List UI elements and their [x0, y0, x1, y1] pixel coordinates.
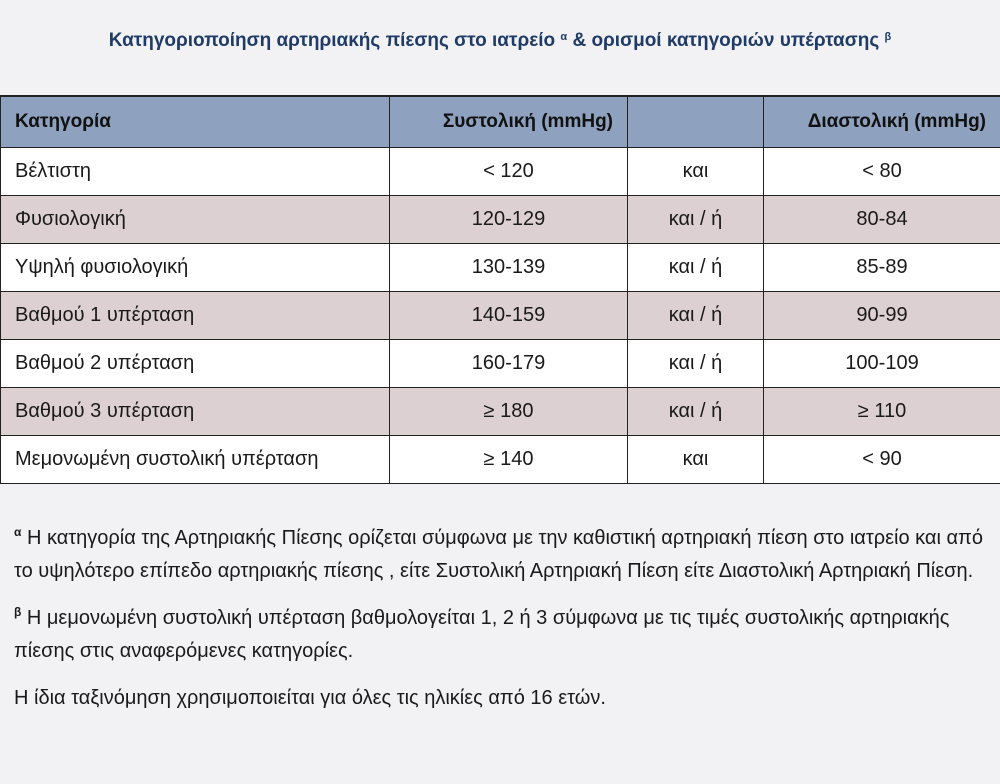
footnote-age-text: Η ίδια ταξινόμηση χρησιμοποιείται για όλες τις ηλικίες από 16 ετών.	[14, 687, 606, 709]
table-row	[1, 147, 1000, 195]
table-row	[1, 435, 1000, 483]
row-category: Βαθμού 2 υπέρταση	[1, 339, 390, 387]
row-systolic: 140-159	[390, 291, 628, 339]
row-category: Μεμονωμένη συστολική υπέρταση	[1, 435, 390, 483]
row-diastolic: < 90	[764, 435, 1000, 483]
blood-pressure-table	[0, 95, 1000, 484]
row-category: Βέλτιστη	[1, 147, 390, 195]
row-diastolic: 85-89	[764, 243, 1000, 291]
row-connector: και / ή	[628, 339, 764, 387]
row-systolic: ≥ 180	[390, 387, 628, 435]
row-systolic: 160-179	[390, 339, 628, 387]
title-text-continued: & ορισμοί κατηγοριών υπέρτασης	[572, 30, 880, 51]
header-category: Κατηγορία	[1, 96, 390, 147]
footnote-beta	[14, 603, 984, 667]
row-systolic: 120-129	[390, 195, 628, 243]
row-systolic: ≥ 140	[390, 435, 628, 483]
row-connector: και	[628, 435, 764, 483]
row-diastolic: < 80	[764, 147, 1000, 195]
footnotes	[14, 523, 984, 730]
title-superscript-beta: β	[884, 31, 892, 43]
table-header-row	[1, 96, 1000, 147]
row-connector: και / ή	[628, 387, 764, 435]
title-text: Κατηγοριοποίηση αρτηριακής πίεσης στο ιατρείο	[108, 30, 556, 51]
row-connector: και	[628, 147, 764, 195]
table-row	[1, 387, 1000, 435]
header-systolic: Συστολική (mmHg)	[390, 96, 628, 147]
footnote-alpha-text: Η κατηγορία της Αρτηριακής Πίεσης ορίζεται σύμφωνα με την καθιστική αρτηριακή πίεση στο ιατρείο και από το υψηλότερο επίπεδο αρτηριακής πίεσης , είτε Συστολική Αρτηριακή Πίεση είτε Διαστολική Αρτηριακή Πίεση.	[14, 527, 983, 582]
page-title	[0, 30, 1000, 52]
footnote-beta-text: Η μεμονωμένη συστολική υπέρταση βαθμολογείται 1, 2 ή 3 σύμφωνα με τις τιμές συστολικής αρτηριακής πίεσης στις αναφερόμενες κατηγορίες.	[14, 607, 950, 662]
footnote-alpha	[14, 523, 984, 587]
footnote-alpha-marker: α	[14, 525, 22, 539]
table-row	[1, 291, 1000, 339]
footnote-beta-marker: β	[14, 605, 22, 619]
row-systolic: 130-139	[390, 243, 628, 291]
row-diastolic: ≥ 110	[764, 387, 1000, 435]
header-diastolic: Διαστολική (mmHg)	[764, 96, 1000, 147]
footnote-age	[14, 683, 984, 714]
row-connector: και / ή	[628, 291, 764, 339]
row-systolic: < 120	[390, 147, 628, 195]
header-connector	[628, 96, 764, 147]
row-diastolic: 90-99	[764, 291, 1000, 339]
row-category: Υψηλή φυσιολογική	[1, 243, 390, 291]
row-category: Βαθμού 3 υπέρταση	[1, 387, 390, 435]
row-category: Βαθμού 1 υπέρταση	[1, 291, 390, 339]
row-connector: και / ή	[628, 195, 764, 243]
row-category: Φυσιολογική	[1, 195, 390, 243]
table-row	[1, 339, 1000, 387]
row-connector: και / ή	[628, 243, 764, 291]
table-row	[1, 243, 1000, 291]
row-diastolic: 100-109	[764, 339, 1000, 387]
table-row	[1, 195, 1000, 243]
row-diastolic: 80-84	[764, 195, 1000, 243]
title-superscript-alpha: α	[560, 31, 568, 43]
